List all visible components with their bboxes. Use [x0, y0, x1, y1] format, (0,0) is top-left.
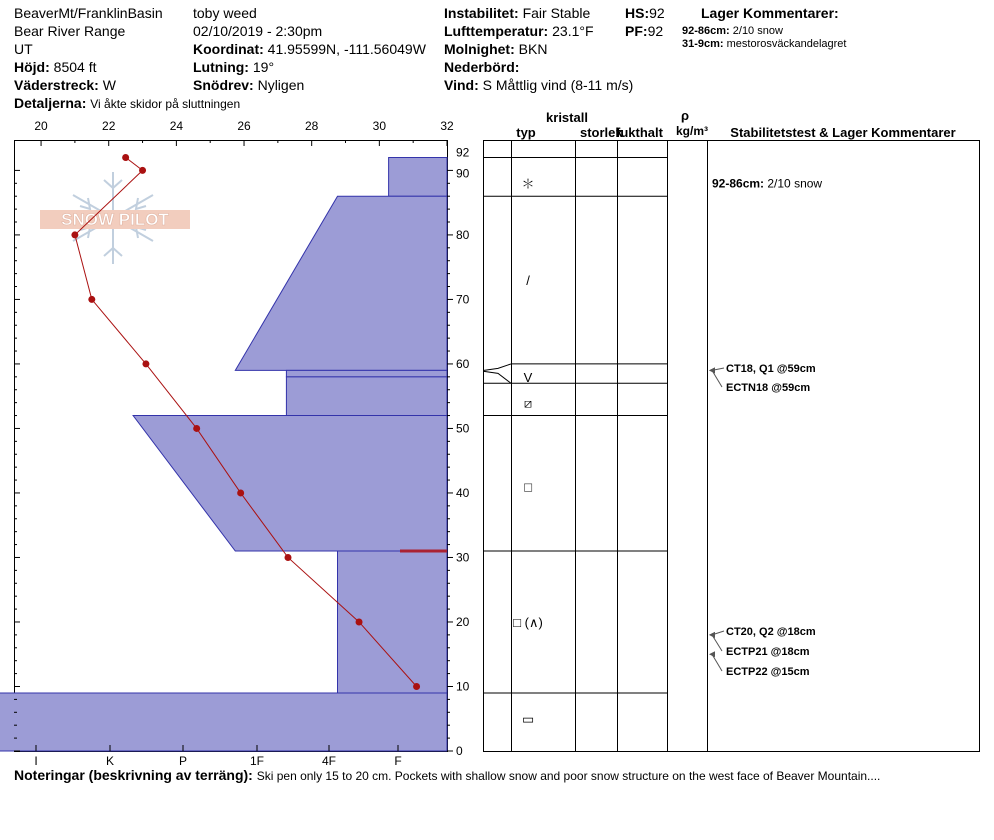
- stability-arrow-4: [709, 651, 715, 657]
- stability-leader-4: [712, 654, 722, 671]
- hardness-tick-label: K: [105, 754, 115, 768]
- temperature-point-7: [285, 554, 292, 561]
- details-label: Detaljerna:: [14, 95, 87, 111]
- stability-leader-1: [712, 370, 722, 387]
- layer-comments-title: Lager Kommentarer:: [701, 5, 839, 21]
- coord-value: 41.95599N, -111.56049W: [267, 41, 426, 57]
- snowpilot-logo: [40, 172, 190, 264]
- hardness-tick-label: F: [394, 754, 402, 768]
- crystal-symbol-0: ＊: [521, 176, 535, 192]
- layer-comment-text: 2/10 snow: [732, 25, 783, 37]
- layer-boundary-connector: [484, 371, 511, 383]
- hardness-layer-3: [286, 370, 447, 376]
- stability-arrow-3: [709, 632, 715, 638]
- temperature-point-2: [71, 231, 78, 238]
- stability-arrow-1: [709, 367, 715, 373]
- stability-test-2: CT20, Q2 @18cm: [726, 626, 816, 638]
- temperature-point-1: [139, 167, 146, 174]
- elevation-value: 8504 ft: [53, 59, 97, 75]
- hardness-layer-2: [235, 196, 447, 370]
- notes-row: [14, 767, 880, 783]
- header-typ: typ: [516, 125, 536, 140]
- depth-tick-label: 0: [456, 744, 463, 758]
- hardness-tick-label: I: [34, 754, 38, 768]
- depth-tick-label: 20: [456, 614, 470, 629]
- crystal-symbol-5: □ (∧): [513, 614, 543, 630]
- temp-tick-label: 30: [372, 119, 387, 133]
- datetime: 02/10/2019 - 2:30pm: [193, 23, 323, 39]
- air-temp-value: 23.1°F: [552, 23, 594, 39]
- hardness-layer-5: [133, 416, 447, 551]
- clouds-value: BKN: [518, 41, 548, 57]
- depth-tick-label: 80: [456, 227, 470, 242]
- air-temp-label: Lufttemperatur:: [444, 23, 549, 39]
- table-layer-comment: 92-86cm: 2/10 snow: [712, 176, 823, 191]
- hardness-layer-7: [0, 693, 447, 751]
- header-rho: ρ: [680, 108, 690, 123]
- wind-label: Vind:: [444, 77, 479, 93]
- precip-label: Nederbörd:: [444, 59, 520, 75]
- hs-label: HS:: [625, 5, 650, 21]
- details-value: Vi åkte skidor på sluttningen: [90, 97, 241, 111]
- elevation-label: Höjd:: [14, 59, 50, 75]
- layer-comment-text: mestorosväckandelagret: [726, 38, 847, 50]
- layer-table-frame: [484, 141, 980, 752]
- hardness-tick-label: 1F: [249, 754, 265, 768]
- stability-test-4: ECTP22 @15cm: [726, 666, 810, 678]
- temperature-point-8: [356, 618, 363, 625]
- snowdrift-label: Snödrev:: [193, 77, 254, 93]
- location: BeaverMt/FranklinBasin: [14, 5, 163, 21]
- hardness-tick-label: 4F: [321, 754, 337, 768]
- depth-tick-label: 70: [456, 292, 470, 307]
- state: UT: [14, 41, 33, 57]
- hardness-layer-4: [286, 377, 447, 416]
- header-kristall: kristall: [546, 110, 588, 125]
- aspect-value: W: [102, 77, 116, 93]
- notes-text: Ski pen only 15 to 20 cm. Pockets with shallow snow and poor snow structure on the west face of Beaver Mountain....: [256, 769, 881, 783]
- crystal-symbol-3: ⧄: [523, 395, 533, 411]
- snowdrift-value: Nyligen: [257, 77, 305, 93]
- slope-value: 19°: [252, 59, 275, 75]
- instability-value: Fair Stable: [522, 5, 591, 21]
- depth-tick-label: 60: [456, 356, 470, 371]
- stability-leader-3: [712, 635, 722, 651]
- stability-tests: [709, 363, 816, 678]
- hardness-profile: [0, 158, 447, 752]
- depth-tick-label: 90: [456, 166, 470, 181]
- temperature-point-5: [193, 425, 200, 432]
- temp-tick-label: 22: [102, 119, 116, 133]
- temp-tick-label: 20: [34, 119, 48, 133]
- hs-value: 92: [649, 5, 665, 21]
- temp-tick-label: 28: [305, 119, 319, 133]
- stability-test-3: ECTP21 @18cm: [726, 646, 810, 658]
- crystal-symbol-4: □: [524, 479, 532, 495]
- header-storlek: storlek: [580, 125, 623, 140]
- logo-text: SNOW PILOT: [61, 210, 169, 229]
- pf-label: PF:: [625, 23, 648, 39]
- hardness-layer-6: [338, 551, 448, 693]
- hardness-layer-1: [389, 158, 447, 197]
- coord-label: Koordinat:: [193, 41, 264, 57]
- wind-value: S Måttlig vind (8-11 m/s): [482, 77, 634, 93]
- layer-table: [484, 140, 708, 752]
- header-stability: Stabilitetstest & Lager Kommentarer: [730, 125, 956, 140]
- temperature-point-3: [88, 296, 95, 303]
- header-density-unit: kg/m³: [675, 124, 709, 138]
- instability-label: Instabilitet:: [444, 5, 519, 21]
- observer: toby weed: [193, 5, 257, 21]
- header-fukthalt: fukthalt: [616, 125, 663, 140]
- range: Bear River Range: [14, 23, 126, 39]
- stability-test-1: ECTN18 @59cm: [726, 382, 811, 394]
- notes-label: Noteringar (beskrivning av terräng):: [14, 767, 253, 783]
- layer-boundary-connector: [484, 364, 511, 370]
- clouds-label: Molnighet:: [444, 41, 515, 57]
- temp-tick-label: 26: [237, 119, 251, 133]
- hardness-tick-label: P: [178, 754, 188, 768]
- stability-test-0: CT18, Q1 @59cm: [726, 363, 816, 375]
- temperature-point-9: [413, 683, 420, 690]
- aspect-label: Väderstreck:: [14, 77, 99, 93]
- temp-tick-label: 24: [169, 119, 184, 133]
- depth-tick-label: 92: [456, 145, 470, 160]
- depth-tick-label: 50: [456, 421, 470, 436]
- temp-tick-label: 32: [440, 119, 454, 133]
- depth-tick-label: 40: [456, 485, 470, 500]
- layer-comment-range: 92-86cm:: [682, 25, 730, 37]
- layer-comment-range: 31-9cm:: [682, 38, 724, 50]
- temperature-point-6: [237, 489, 244, 496]
- temperature-point-4: [142, 360, 149, 367]
- temperature-point-0: [122, 154, 129, 161]
- pf-value: 92: [647, 23, 664, 39]
- crystal-symbol-1: /: [526, 273, 530, 289]
- depth-tick-label: 30: [456, 550, 470, 565]
- slope-label: Lutning:: [193, 59, 249, 75]
- crystal-symbol-2: V: [523, 369, 533, 385]
- crystal-symbol-6: ▭: [521, 711, 535, 727]
- depth-tick-label: 10: [456, 679, 470, 694]
